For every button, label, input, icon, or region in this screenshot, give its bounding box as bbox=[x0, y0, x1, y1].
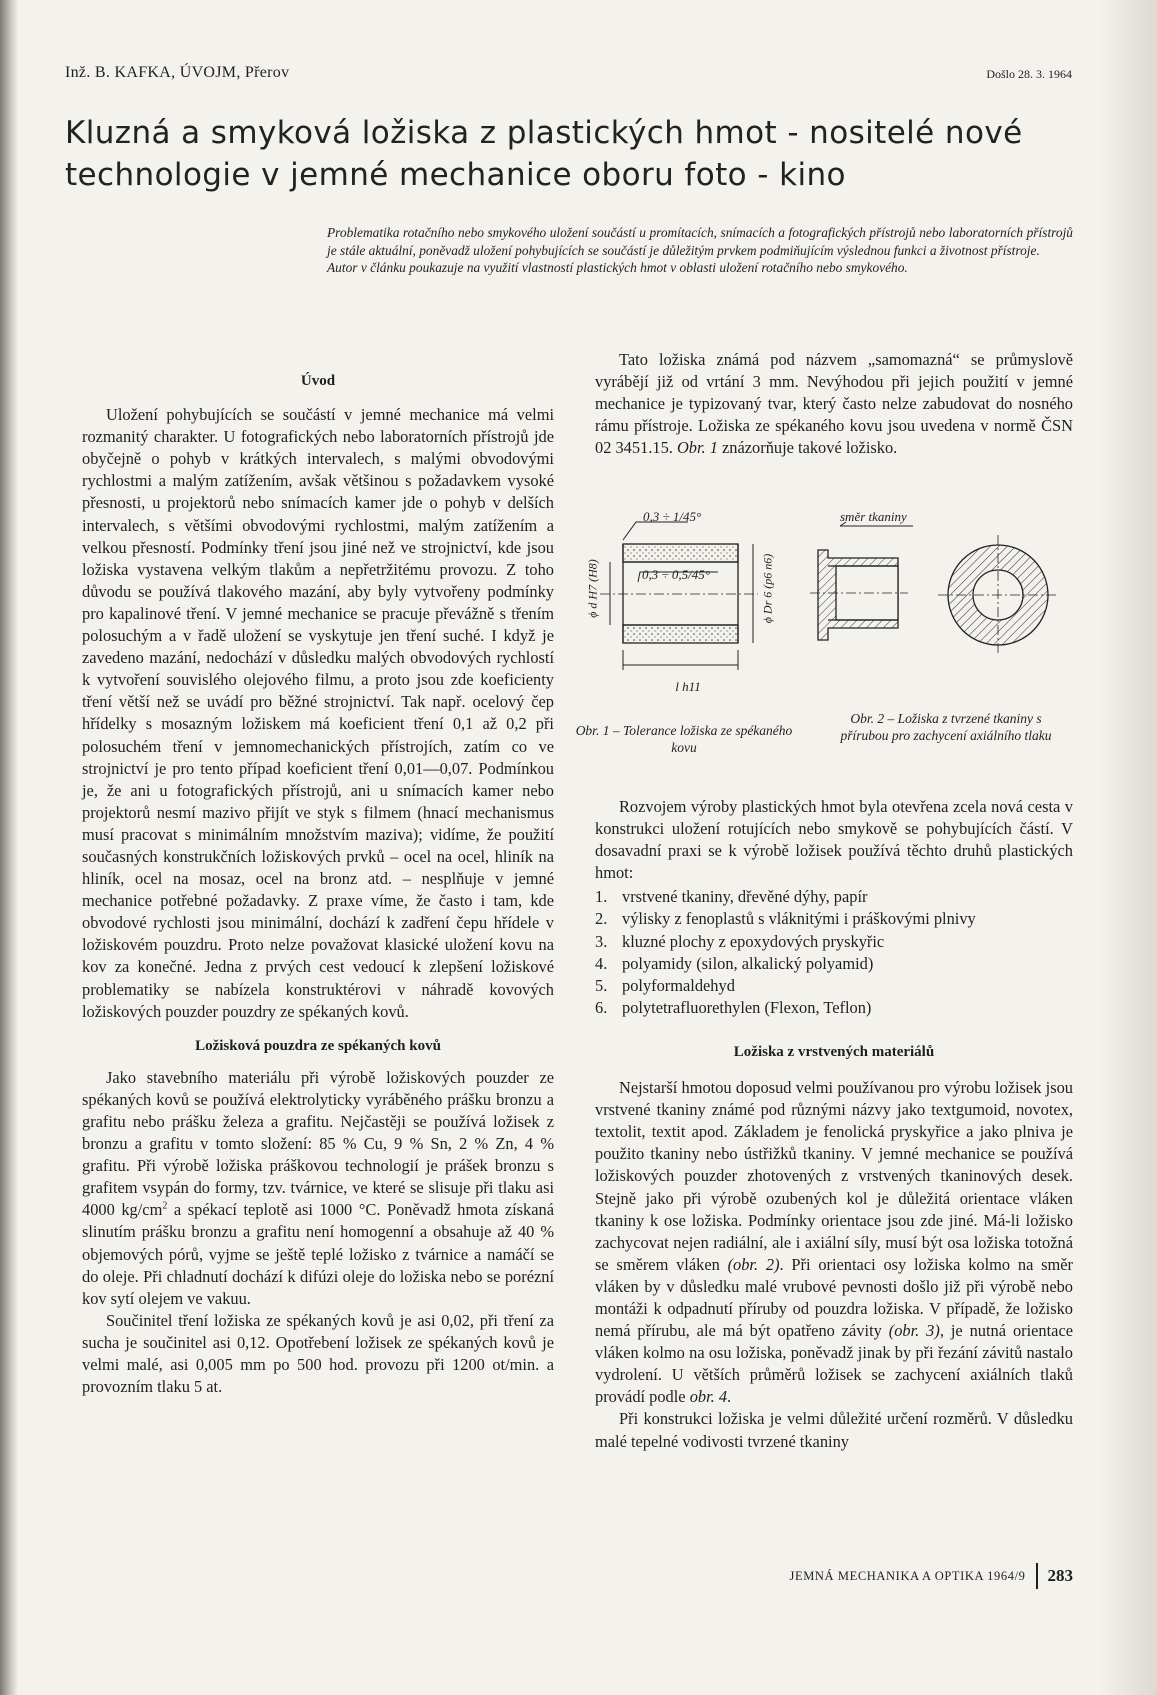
article-title bbox=[65, 112, 1025, 196]
footer-divider bbox=[1036, 1563, 1038, 1589]
abstract-paragraph-1: Problematika rotačního nebo smykového uložení součástí u promítacích, snímacích a fotografických přístrojů nebo laboratorních přístrojů je stále aktuální, poněvadž uložení pohybujících se součástí je důležitým prvkem podmiňujícím výslednou funkci a životnost přístroje. bbox=[327, 225, 1073, 258]
section-heading-layered: Ložiska z vrstvených materiálů bbox=[733, 1043, 935, 1060]
body-paragraph bbox=[595, 1077, 1073, 1408]
right-column-top bbox=[595, 349, 1073, 459]
list-number: 6. bbox=[595, 997, 608, 1017]
figure-reference: Obr. 1 bbox=[676, 438, 718, 458]
text-run: , je nutná orientace vláken kolmo na osu ložiska, poněvadž jinak by při řezání závitů nastalo vydrolení. U větších průměrů ložisek se zachycení axiálních tlaků provádí podle bbox=[595, 1321, 1073, 1407]
list-text: kluzné plochy z epoxydových pryskyřic bbox=[622, 931, 885, 951]
page-edge-shade bbox=[1097, 0, 1157, 1695]
list-number: 3. bbox=[595, 931, 608, 951]
list-text: vrstvené tkaniny, dřevěné dýhy, papír bbox=[622, 887, 868, 907]
list-item bbox=[595, 931, 1073, 953]
body-paragraph: Uložení pohybujících se součástí v jemné mechanice má velmi rozmanitý charakter. U fotografických nebo laboratorních přístrojů jde obyčejně o pohyb v krátkých intervalech, s malými obvodovými rychlostmi a malým zatížením, avšak většinou s požadavkem vysoké přesnosti, u projektorů nebo snímacích kamer jde o pohyb v delších intervalech, s většími obvodovými rychlostmi, malým zatížením a velkou přesností. Podmínky tření jsou jiné než ve strojnictví, kde jsou ložiska vystavena velkým tlakům a nepřetržitému provozu. Z toho důvodu se používá tlakového mazání, aby byly vytvořeny podmínky pro kapalinové tření. V jemné mechanice se pracuje převážně s třením polosuchým a v řadě uložení se vyskytuje jen tření suché. I když je zavedeno mazání, nedochází v důsledku malých obvodových rychlostí k vytvoření souvislého olejového filmu, a proto jsou zde koeficienty tření větší než se uvádí pro běžné strojnictví. Tak např. ocelový čep hřídelky s mosazným ložiskem má koeficient tření 0,1 až 0,2 při polosuchém tření v jemnomechanických přístrojích, zatím co ve strojnictví je pro tento případ koeficient tření 0,01—0,07. Podmínkou je, že ani u fotografických přístrojů, ani u snímacích kamer nebo projektorů nesmí mazivo přijít ve styk s filmem (hnací mechanismus musí pracovat s minimálním množstvím maziva); vidíme, že použití současných konstrukčních ložiskových prvků – ocel na ocel, hliník na hliník, ocel na mosaz, ocel na bronz atd. – nesplňuje v jemné mechanice potřebné požadavky. Z praxe víme, že často i tam, kde obvodové rychlosti jsou minimální, dochází k zadření čepu hřídele v ložiskovém pouzdru. Proto nelze považovat klasické uložení kovu na kov za konečné. Jedna z prvých cest vedoucí k zlepšení ložiskové problematiky se nabízela konstruktérovi v náhradě kovových ložiskových pouzder pouzdry ze spékaných kovů. bbox=[82, 405, 554, 1021]
article-title-line-1: Kluzná a smyková ložiska z plastických hmot - nositelé nové bbox=[65, 115, 1023, 151]
abstract-paragraph-2: Autor v článku poukazuje na využití vlastností plastických hmot v oblasti uložení rotačního nebo smykového. bbox=[327, 260, 908, 275]
text-run: . bbox=[727, 1387, 732, 1407]
text-run: Tato ložiska známá pod názvem „samomazná“ se průmyslově vyrábějí již od vrtání 3 mm. Nevýhodou při jejich použití v jemné mechanice je typizovaný tvar, který často nelze zabudovat do nosného rámu přístroje. Ložiska ze spékaného kovu jsou uvedena v normě ČSN 02 3451.15. bbox=[595, 350, 1073, 458]
list-text: výlisky z fenoplastů s vláknitými i práškovými plnivy bbox=[622, 909, 976, 929]
fig1-dim-length: l h11 bbox=[675, 679, 701, 694]
list-text: polytetrafluorethylen (Flexon, Teflon) bbox=[622, 997, 872, 1017]
text-run: a spékací teplotě asi 1000 °C. Poněvadž hmota získaná slinutím prášku bronzu a grafitu není homogenní a obsahuje až 40 % objemových pórů, vyjme se ještě teplé ložisko z tvárnice a namáčí se do oleje. Při chladnutí dochází k difúzi oleje do ložiska nebo se porézní kov sytí olejem ve vakuu. bbox=[82, 1200, 554, 1308]
list-item bbox=[595, 975, 1073, 997]
figure-reference: (obr. 3) bbox=[888, 1321, 940, 1341]
list-item bbox=[595, 908, 1073, 930]
section-heading-sintered: Ložisková pouzdra ze spékaných kovů bbox=[195, 1037, 441, 1054]
figure-1-caption: Obr. 1 – Tolerance ložiska ze spékaného kovu bbox=[575, 723, 793, 755]
body-paragraph: Rozvojem výroby plastických hmot byla otevřena zcela nová cesta v konstrukci uložení rotujících nebo smykově se pohybujících částí. V dosavadní praxi se k výrobě ložisek používá těchto druhů plastických hmot: bbox=[595, 797, 1073, 883]
list-item bbox=[595, 886, 1073, 908]
figure-2-drawing bbox=[810, 522, 1058, 655]
list-number: 4. bbox=[595, 953, 608, 973]
list-number: 1. bbox=[595, 887, 608, 907]
page-footer bbox=[790, 1563, 1073, 1589]
list-item bbox=[595, 953, 1073, 975]
figure-1-drawing bbox=[600, 522, 758, 670]
body-paragraph: Součinitel tření ložiska ze spékaných kovů je asi 0,02, při tření za sucha je součinitel asi 0,12. Opotřebení ložisek ze spékaných kovů je velmi malé, asi 0,005 mm po 500 hod. provozu při 1200 ot/min. a provozním tlaku 5 at. bbox=[82, 1310, 554, 1397]
fig1-dim-chamfer-mid: 0,3 ÷ 0,5/45° bbox=[642, 567, 710, 582]
body-paragraph bbox=[82, 1067, 554, 1310]
fig1-dim-chamfer-top: 0,3 ÷ 1/45° bbox=[643, 509, 702, 524]
abstract bbox=[327, 224, 1073, 277]
page-number: 283 bbox=[1047, 1566, 1073, 1585]
superscript: 2 bbox=[162, 1200, 168, 1212]
list-text: polyformaldehyd bbox=[622, 975, 735, 995]
figure-2-caption: Obr. 2 – Ložiska z tvrzené tkaniny s přírubou pro zachycení axiálního tlaku bbox=[840, 711, 1052, 743]
text-run: znázorňuje takové ložisko. bbox=[717, 438, 898, 458]
text-run: Nejstarší hmotou doposud velmi používanou pro výrobu ložisek jsou vrstvené tkaniny známé pod různými názvy jako textgumoid, novotex, textolit, textit apod. Základem je fenolická pryskyřice a jako plniva je použito tkaniny nebo ústřižků tkaniny. V jemné mechanice se používá ložiskových pouzder zhotovených z vrstvených tkaninových desek. Stejně jako při výrobě ozubených kol je důležitá orientace vláken tkaniny k ose ložiska. Podmínky orientace jsou zde jiné. Má-li ložisko zachycovat nejen radiální, ale i axiální síly, musí být osa ložiska totožná se směrem vláken bbox=[595, 1078, 1073, 1274]
page-binding-shadow bbox=[0, 0, 18, 1695]
list-text: polyamidy (silon, alkalický polyamid) bbox=[622, 953, 874, 973]
list-number: 2. bbox=[595, 909, 608, 929]
journal-name: JEMNÁ MECHANIKA A OPTIKA 1964/9 bbox=[789, 1568, 1026, 1583]
article-title-line-2: technologie v jemné mechanice oboru foto - kino bbox=[65, 157, 846, 193]
figures-area bbox=[575, 500, 1078, 770]
body-paragraph: Při konstrukci ložiska je velmi důležité určení rozměrů. V důsledku malé tepelné vodivosti tvrzené tkaniny bbox=[595, 1409, 1073, 1451]
right-column-bottom bbox=[595, 796, 1073, 1453]
authors-line: Inž. B. KAFKA, ÚVOJM, Přerov bbox=[65, 64, 290, 81]
received-date: Došlo 28. 3. 1964 bbox=[986, 67, 1072, 81]
left-column bbox=[82, 370, 554, 1398]
fig1-dim-bore: ϕ d H7 (H8) bbox=[585, 559, 600, 618]
figure-reference: (obr. 2) bbox=[727, 1254, 780, 1274]
list-item bbox=[595, 997, 1073, 1019]
fig1-dim-outer: ϕ Dr 6 (p6 n6) bbox=[760, 553, 775, 624]
section-heading-uvod: Úvod bbox=[300, 373, 336, 389]
figure-reference: obr. 4 bbox=[689, 1387, 728, 1407]
text-run: . Při orientaci osy ložiska kolmo na směr vláken by v důsledku malé vrubové pevnosti došlo již při výrobě nebo montáži k odpadnutí příruby od pouzdra ložiska. V případě, že ložisko nemá přírubu, ale má být opatřeno závity bbox=[595, 1254, 1073, 1341]
materials-list bbox=[595, 886, 1073, 1019]
list-number: 5. bbox=[595, 975, 608, 995]
fig2-direction-label: směr tkaniny bbox=[840, 509, 907, 524]
text-run: Jako stavebního materiálu při výrobě ložiskových pouzder ze spékaných kovů se používá elektrolyticky vyráběného prášku bronzu a grafitu nebo prášku železa a grafitu. Nejčastěji se používá ložisek z bronzu a grafitu v tomto složení: 85 % Cu, 9 % Sn, 2 % Zn, 4 % grafitu. Při výrobě ložiska práškovou technologií je prášek bronzu s grafitem vsypán do formy, tzv. tvárnice, ve které se slisuje při tlaku asi 4000 kg/cm bbox=[82, 1067, 554, 1220]
body-paragraph bbox=[595, 349, 1073, 459]
